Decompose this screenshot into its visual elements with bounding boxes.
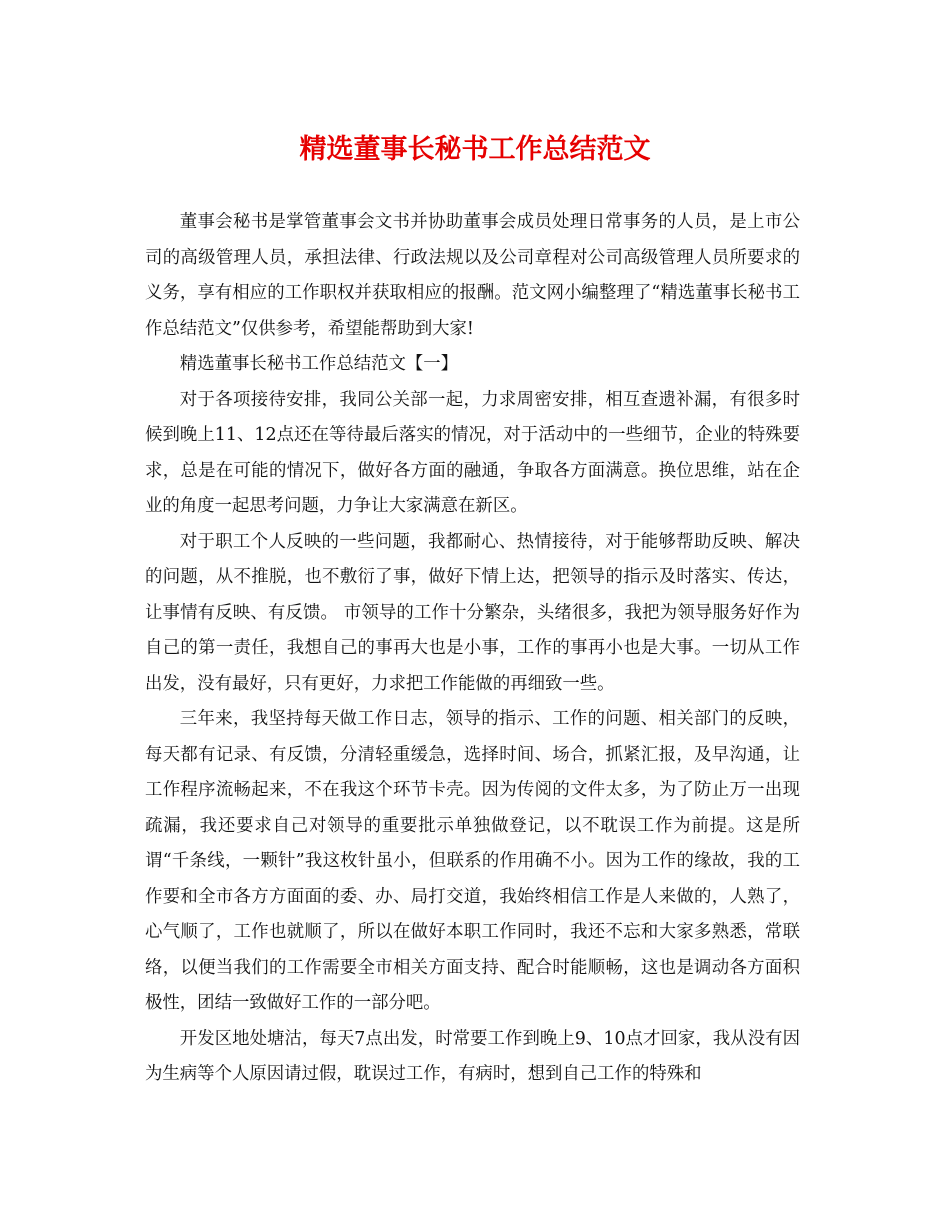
document-title: 精选董事长秘书工作总结范文 — [299, 134, 651, 165]
paragraph-dedication: 开发区地处塘沽，每天7点出发，时常要工作到晚上9、10点才回家，我从没有因为生病等个人原因请过假，耽误过工作，有病时，想到自己工作的特殊和 — [145, 1028, 800, 1084]
paragraph-work-log: 三年来，我坚持每天做工作日志，领导的指示、工作的问题、相关部门的反映，每天都有记录、有反馈，分清轻重缓急，选择时间、场合，抓紧汇报，及早沟通，让工作程序流畅起来，不在我这个环节卡壳。因为传阅的文件太多，为了防止万一出现疏漏，我还要求自己对领导的重要批示单独做登记，以不耽误工作为前提。这是所谓“千条线，一颗针”我这枚针虽小，但联系的作用确不小。因为工作的缘故，我的工作要和全市各方方面面的委、办、局打交道，我始终相信工作是人来做的，人熟了，心气顺了，工作也就顺了，所以在做好本职工作同时，我还不忘和大家多熟悉，常联络，以便当我们的工作需要全市相关方面支持、配合时能顺畅，这也是调动各方面积极性，团结一致做好工作的一部分吧。 — [145, 709, 800, 1013]
paragraph-staff-issues: 对于职工个人反映的一些问题，我都耐心、热情接待，对于能够帮助反映、解决的问题，从不推脱，也不敷衍了事，做好下情上达，把领导的指示及时落实、传达，让事情有反映、有反馈。 市领导的工作十分繁杂，头绪很多，我把为领导服务好作为自己的第一责任，我想自己的事再大也是小事，工作的事再小也是大事。一切从工作出发，没有最好，只有更好，力求把工作能做的再细致一些。 — [145, 531, 800, 694]
paragraph-reception: 对于各项接待安排，我同公关部一起，力求周密安排，相互查遗补漏，有很多时候到晚上11、12点还在等待最后落实的情况，对于活动中的一些细节，企业的特殊要求，总是在可能的情况下，做好各方面的融通，争取各方面满意。换位思维，站在企业的角度一起思考问题，力争让大家满意在新区。 — [145, 389, 800, 516]
document-body — [145, 205, 800, 1093]
paragraph-intro: 董事会秘书是掌管董事会文书并协助董事会成员处理日常事务的人员，是上市公司的高级管理人员，承担法律、行政法规以及公司章程对公司高级管理人员所要求的义务，享有相应的工作职权并获取相应的报酬。范文网小编整理了“精选董事长秘书工作总结范文”仅供参考，希望能帮助到大家! — [145, 212, 800, 339]
section-heading: 精选董事长秘书工作总结范文【一】 — [179, 354, 459, 374]
